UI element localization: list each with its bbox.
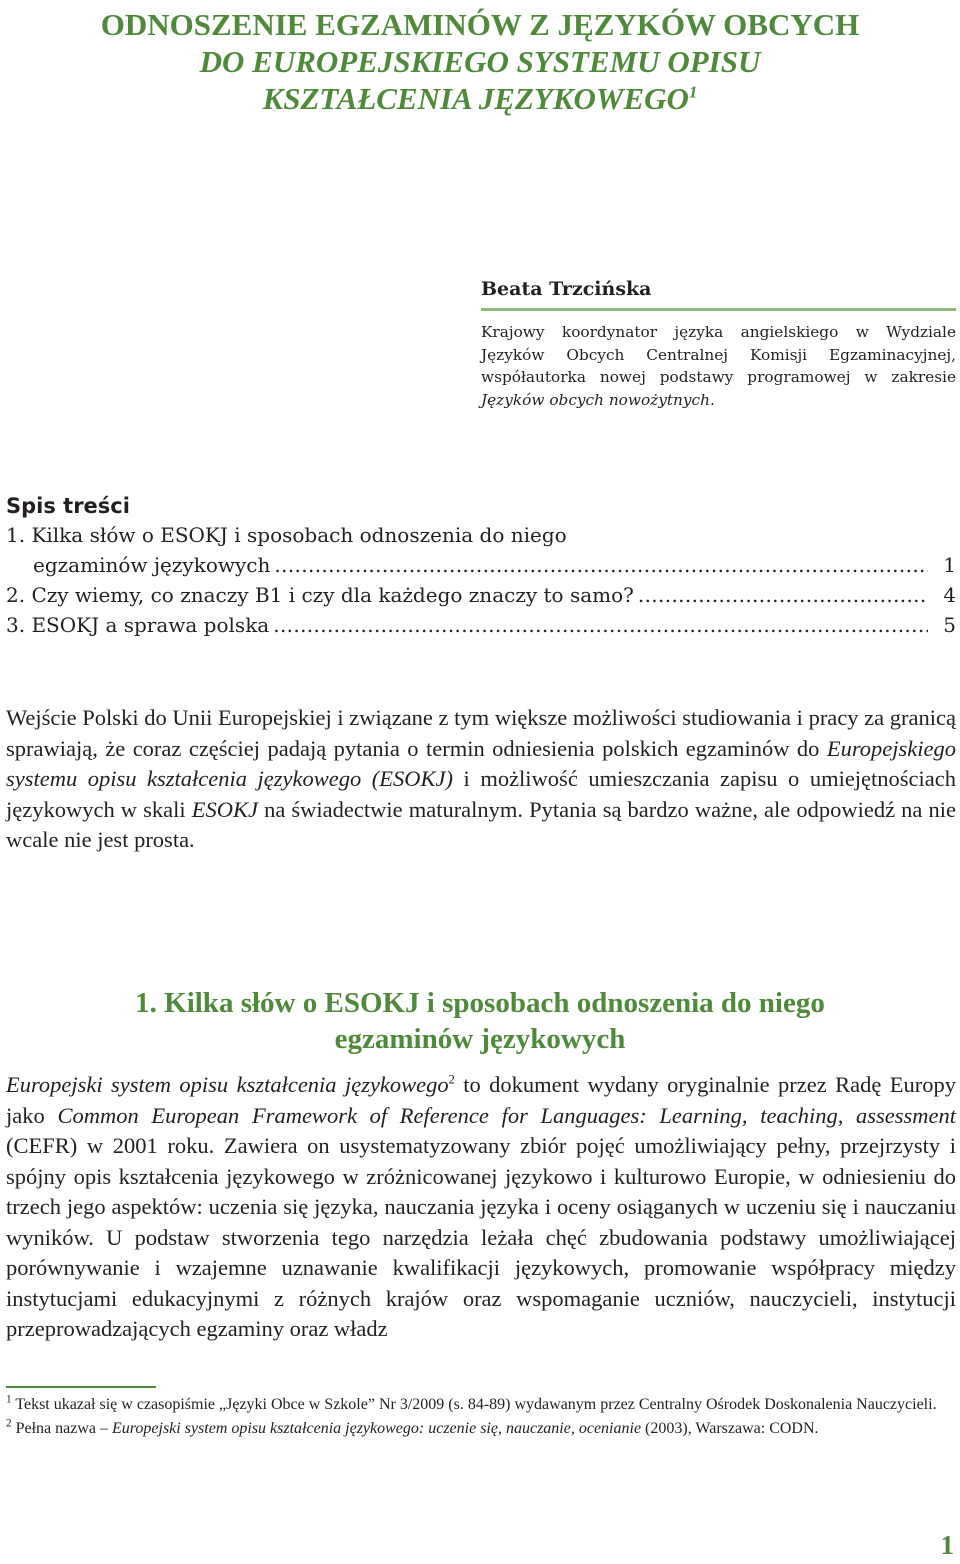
toc-leader	[274, 550, 928, 580]
section-1-heading: 1. Kilka słów o ESOKJ i sposobach odnoszenia do niego egzaminów językowych	[135, 987, 825, 1055]
table-of-contents	[6, 492, 956, 640]
title-footnote-ref[interactable]: 1	[688, 82, 698, 102]
author-divider	[481, 308, 956, 311]
title-line-1: ODNOSZENIE EGZAMINÓW Z JĘZYKÓW OBCYCH	[100, 7, 860, 42]
toc-page-number: 4	[943, 583, 956, 607]
intro-paragraph: Wejście Polski do Unii Europejskiej i związane z tym większe możliwości studiowania i pracy za granicą sprawiają, że coraz częściej padają pytania o termin odniesienia polskich egzaminów do Europejskiego systemu opisu kształcenia językowego (ESOKJ) i możliwość umieszczania zapisu o umiejętnościach językowych w skali ESOKJ na świadectwie maturalnym. Pytania są bardzo ważne, ale odpowiedź na nie wcale nie jest prosta.	[6, 705, 957, 852]
toc-page-number: 5	[943, 613, 956, 637]
section-1-paragraph: Europejski system opisu kształcenia językowego$^2$ to dokument wydany oryginalnie przez Radę Europy jako Common European Framework of Reference for Languages: Learning, teaching, assessment (CEFR) w 2001 roku. Zawiera on usystematyzowany zbiór pojęć umożliwiający pełny, przejrzysty i spójny opis kształcenia językowego w zróżnicowanej językowo i kulturowo Europie, w odniesieniu do trzech jego aspektów: uczenia się języka, nauczania języka i oceny osiąganych w uczeniu się i nauczaniu wyników. U podstaw stworzenia tego narzędzia leżała chęć zbudowania podstawy umożliwiającej porównywanie i wzajemne uznawanie kwalifikacji językowych, promowanie współpracy między instytucjami edukacyjnymi z różnych krajów oraz wspomaganie uczniów, nauczycieli, instytucji przeprowadzających egzaminy oraz władz	[6, 1072, 957, 1341]
footnote-ref-2[interactable]: 2	[448, 1072, 455, 1087]
title-line-3: KSZTAŁCENIA JĘZYKOWEGO$^1$	[262, 81, 698, 116]
toc-title: Spis treści	[6, 494, 130, 518]
toc-item-1-cont[interactable]: egzaminów językowych . . . 1	[6, 550, 956, 580]
toc-item-3[interactable]: 3. ESOKJ a sprawa polska . . . 5	[6, 610, 956, 640]
document-title	[0, 6, 960, 117]
footnote-divider	[6, 1386, 156, 1388]
toc-leader	[638, 580, 928, 610]
toc-item-2[interactable]: 2. Czy wiemy, co znaczy B1 i czy dla każdego znaczy to samo? . . . 4	[6, 580, 956, 610]
author-name: Beata Trzcińska	[481, 278, 652, 300]
page-number: 1	[940, 1530, 954, 1560]
author-bio: Krajowy koordynator języka angielskiego w Wydziale Języków Obcych Centralnej Komisji Egzaminacyjnej, współautorka nowej podstawy programowej w zakresie Języków obcych nowożytnych.	[481, 323, 956, 409]
toc-item-1[interactable]: 1. Kilka słów o ESOKJ i sposobach odnoszenia do niego	[6, 523, 567, 547]
footnote-1: $^1$ Tekst ukazał się w czasopiśmie „Języki Obce w Szkole” Nr 3/2009 (s. 84-89) wydawanym przez Centralny Ośrodek Doskonalenia Nauczycieli.	[6, 1393, 937, 1413]
toc-page-number: 1	[943, 553, 956, 577]
footnote-2: $^2$ Pełna nazwa – Europejski system opisu kształcenia językowego: uczenie się, nauczanie, ocenianie (2003), Warszawa: CODN.	[6, 1417, 819, 1437]
title-line-2: DO EUROPEJSKIEGO SYSTEMU OPISU	[199, 44, 761, 79]
author-block	[481, 276, 956, 411]
toc-leader	[273, 610, 928, 640]
footnotes	[6, 1394, 956, 1442]
